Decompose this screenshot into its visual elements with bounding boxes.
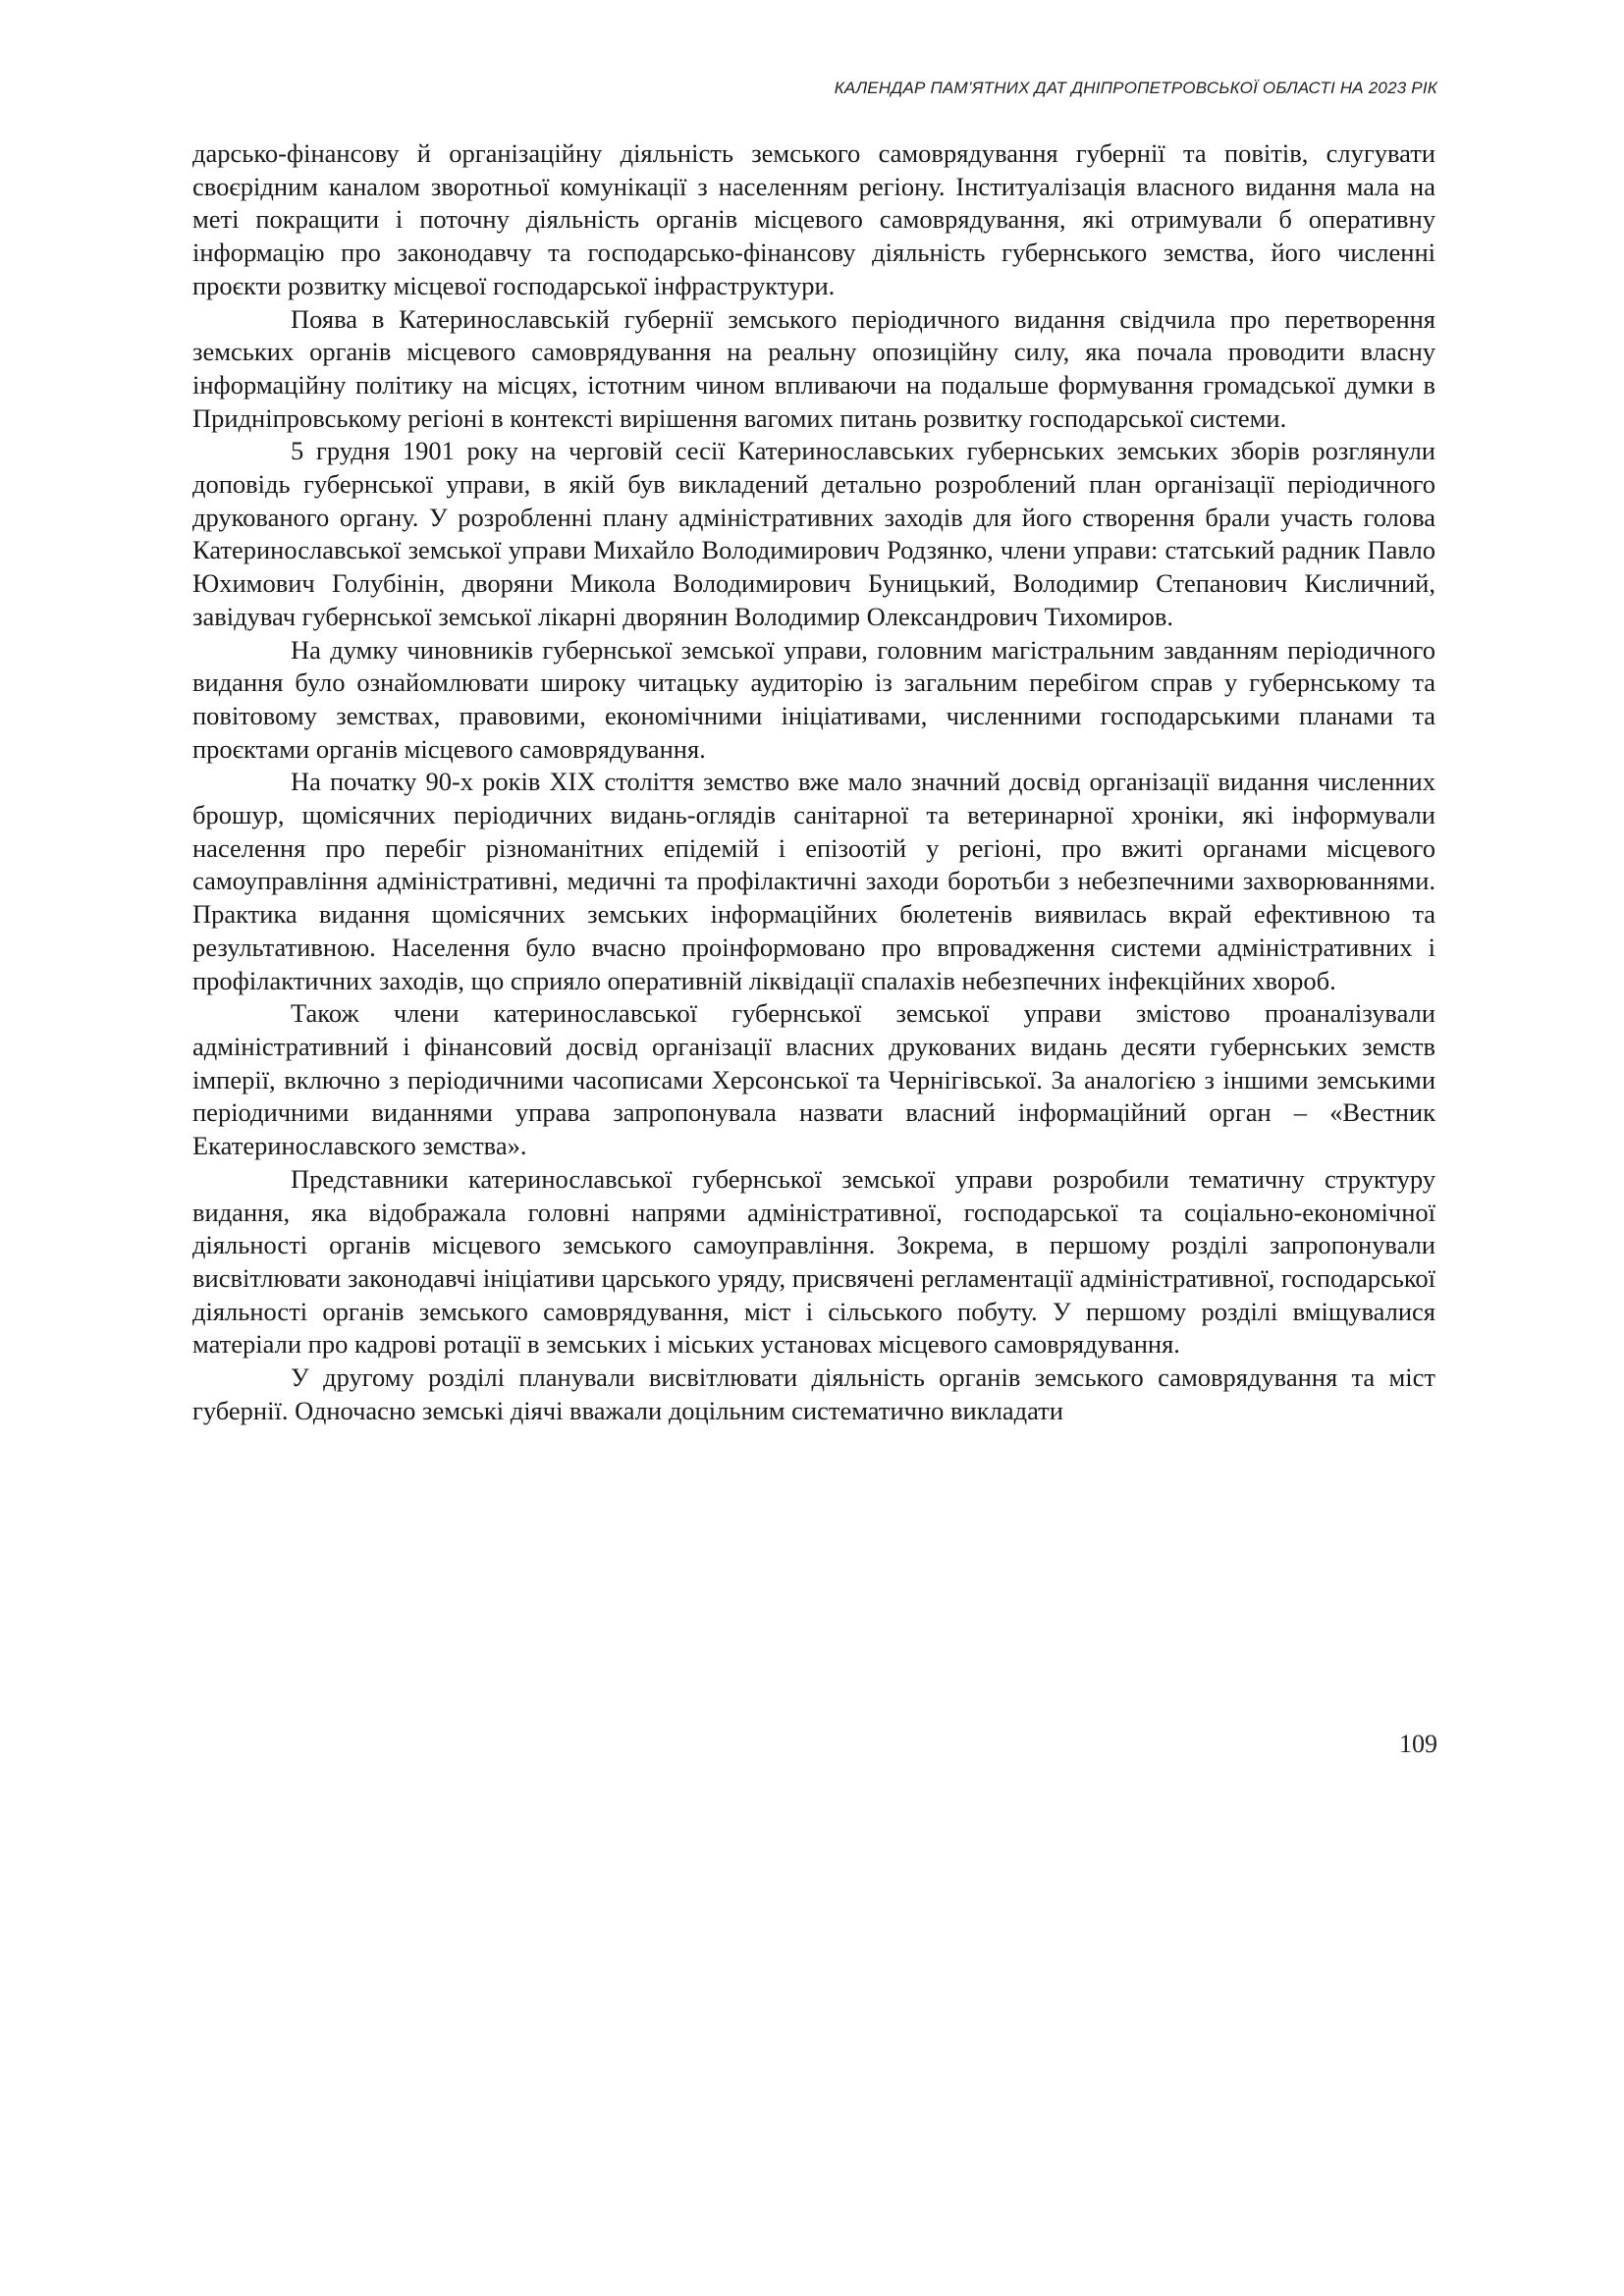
page-number: 109 <box>1399 1730 1437 1758</box>
paragraph: На думку чиновників губернської земської управи, головним магістральним завданням періодичного видання було ознайомлювати широку читацьку аудиторію із загальним перебігом справ у губернському та повітовому земствах, правовими, економічними ініціативами, численними господарськими планами та проєктами органів місцевого самоврядування. <box>192 634 1435 764</box>
paragraph: 5 грудня 1901 року на черговій сесії Катеринославських губернських земських зборів розглянули доповідь губернської управи, в якій був викладений детально розроблений план організації періодичного друкованого органу. У розробленні плану адміністративних заходів для його створення брали участь голова Катеринославської земської управи Михайло Володимирович Родзянко, члени управи: статський радник Павло Юхимович Голубінін, дворяни Микола Володимирович Буницький, Володимир Степанович Кисличний, завідувач губернської земської лікарні дворянин Володимир Олександрович Тихомиров. <box>192 436 1435 631</box>
body-text <box>192 137 1435 1427</box>
paragraph: На початку 90-х років XIX століття земство вже мало значний досвід організації видання численних брошур, щомісячних періодичних видань-оглядів санітарної та ветеринарної хроніки, які інформували населення про перебіг різноманітних епідемій і епізоотій у регіоні, про вжиті органами місцевого самоуправління адміністративні, медичні та профілактичні заходи боротьби з небезпечними захворюваннями. Практика видання щомісячних земських інформаційних бюлетенів виявилась вкрай ефективною та результативною. Населення було вчасно проінформовано про впровадження системи адміністративних і профілактичних заходів, що сприяло оперативній ліквідації спалахів небезпечних інфекційних хвороб. <box>192 767 1435 995</box>
paragraph: Також члени катеринославської губернської земської управи змістово проаналізували адміністративний і фінансовий досвід організації власних друкованих видань десяти губернських земств імперії, включно з періодичними часописами Херсонської та Чернігівської. За аналогією з іншими земськими періодичними виданнями управа запропонувала назвати власний інформаційний орган – «Вестник Екатеринославского земства». <box>192 998 1435 1161</box>
paragraph: У другому розділі планували висвітлювати діяльність органів земського самоврядування та міст губернії. Одночасно земські діячі вважали доцільним систематично викладати <box>192 1362 1435 1425</box>
running-header: КАЛЕНДАР ПАМ’ЯТНИХ ДАТ ДНІПРОПЕТРОВСЬКОЇ ОБЛАСТІ НА 2023 РІК <box>834 79 1437 97</box>
paragraph: Поява в Катеринославській губернії земського періодичного видання свідчила про перетворення земських органів місцевого самоврядування на реальну опозиційну силу, яка почала проводити власну інформаційну політику на місцях, істотним чином впливаючи на подальше формування громадської думки в Придніпровському регіоні в контексті вирішення вагомих питань розвитку господарської системи. <box>192 303 1435 433</box>
paragraph: дарсько-фінансову й організаційну діяльність земського самоврядування губернії та повітів, слугувати своєрідним каналом зворотньої комунікації з населенням регіону. Інституалізація власного видання мала на меті покращити і поточну діяльність органів місцевого самоврядування, які отримували б оперативну інформацію про законодавчу та господарсько-фінансову діяльність губернського земства, його численні проєкти розвитку місцевої господарської інфраструктури. <box>192 138 1435 300</box>
paragraph: Представники катеринославської губернської земської управи розробили тематичну структуру видання, яка відображала головні напрями адміністративної, господарської та соціально-економічної діяльності органів місцевого земського самоуправління. Зокрема, в першому розділі запропонували висвітлювати законодавчі ініціативи царського уряду, присвячені регламентації адміністративної, господарської діяльності органів земського самоврядування, міст і сільського побуту. У першому розділі вміщувалися матеріали про кадрові ротації в земських і міських установах місцевого самоврядування. <box>192 1163 1435 1360</box>
